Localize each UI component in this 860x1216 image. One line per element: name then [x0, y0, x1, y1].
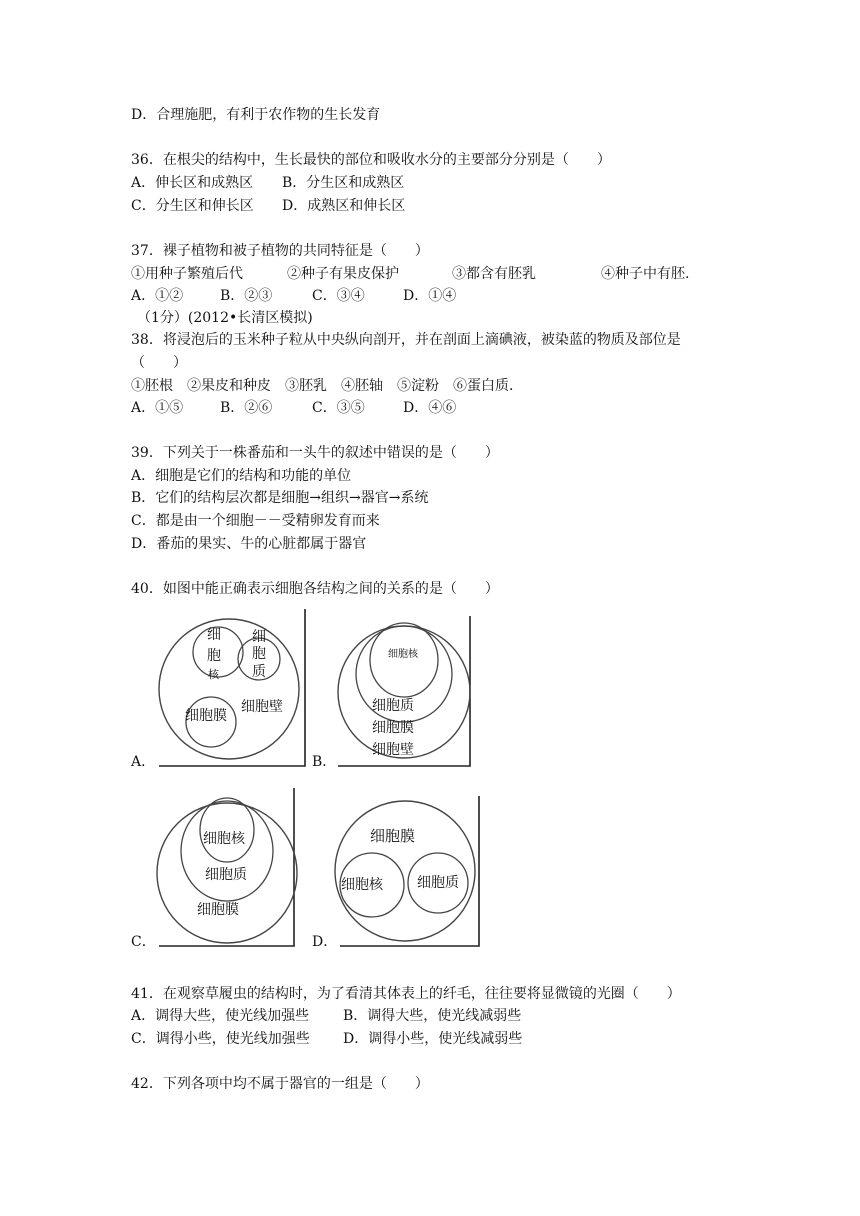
q39-stem: 39．下列关于一株番茄和一头牛的叙述中错误的是（ ）	[131, 445, 499, 461]
fig-b-cyto-label: 细胞质	[372, 698, 414, 714]
fig-a-cyto-char-3: 质	[252, 664, 266, 680]
q37-option-d: D．①④	[403, 288, 457, 304]
q40-figure-c	[155, 786, 300, 948]
q40-figure-a	[155, 607, 310, 769]
q41-option-c: C．调得小些，使光线加强些	[131, 1031, 310, 1047]
q37-option-c: C．③④	[312, 288, 365, 304]
fig-b-membrane-label: 细胞膜	[372, 720, 414, 736]
q41-option-d: D．调得小些，使光线减弱些	[343, 1031, 523, 1047]
fig-a-cyto-char-2: 胞	[252, 646, 266, 662]
q39-option-d: D．番茄的果实、牛的心脏都属于器官	[131, 536, 367, 552]
q40-label-c: C．	[131, 934, 156, 950]
q42-stem: 42．下列各项中均不属于器官的一组是（ ）	[131, 1076, 429, 1092]
q37-item-3: ③都含有胚乳	[452, 266, 536, 282]
fig-d-nucleus-label: 细胞核	[341, 877, 383, 893]
q36-option-b: B．分生区和成熟区	[282, 175, 405, 191]
q36-option-d: D．成熟区和伸长区	[282, 198, 406, 214]
q35-option-d: D．合理施肥，有利于农作物的生长发育	[131, 107, 381, 123]
q39-option-a: A．细胞是它们的结构和功能的单位	[131, 468, 352, 484]
q37-option-a: A．①②	[131, 288, 184, 304]
q39-option-c: C．都是由一个细胞－－受精卵发育而来	[131, 513, 380, 529]
fig-a-nucleus-char-1: 细	[207, 627, 221, 643]
q38-items: ①胚根 ②果皮和种皮 ③胚乳 ④胚轴 ⑤淀粉 ⑥蛋白质.	[131, 378, 514, 394]
q41-option-b: B．调得大些，使光线减弱些	[343, 1008, 522, 1024]
fig-b-wall-label: 细胞壁	[372, 742, 414, 758]
fig-a-wall-label: 细胞壁	[241, 699, 283, 715]
q40-figure-b	[334, 614, 474, 769]
fig-b-nucleus-label: 细胞核	[388, 649, 418, 660]
q38-option-a: A．①⑤	[131, 400, 184, 416]
q38-option-d: D．④⑥	[403, 400, 457, 416]
fig-c-cyto-label: 细胞质	[205, 867, 247, 883]
q36-option-a: A．伸长区和成熟区	[131, 175, 254, 191]
q37-stem: 37．裸子植物和被子植物的共同特征是（ ）	[131, 243, 429, 259]
q41-option-a: A．调得大些，使光线加强些	[131, 1008, 310, 1024]
q40-label-d: D．	[312, 934, 338, 950]
fig-d-cyto-label: 细胞质	[417, 875, 459, 891]
q37-item-2: ②种子有果皮保护	[287, 266, 399, 282]
q37-option-b: B．②③	[220, 288, 273, 304]
q37-item-4: ④种子中有胚.	[601, 266, 690, 282]
fig-c-nucleus-label: 细胞核	[203, 831, 245, 847]
fig-c-membrane-label: 细胞膜	[197, 902, 239, 918]
q38-source: （1分）(2012•长清区模拟)	[137, 310, 313, 326]
q39-option-b: B．它们的结构层次都是细胞→组织→器官→系统	[131, 490, 429, 506]
fig-a-cyto-char-1: 细	[252, 629, 266, 645]
q40-label-a: A．	[131, 754, 156, 770]
q40-stem: 40．如图中能正确表示细胞各结构之间的关系的是（ ）	[131, 581, 499, 597]
q37-item-1: ①用种子繁殖后代	[131, 266, 243, 282]
q38-option-c: C．③⑤	[312, 400, 365, 416]
fig-a-nucleus-char-3: 核	[208, 668, 219, 681]
fig-a-nucleus-char-2: 胞	[207, 648, 221, 664]
q40-label-b: B．	[312, 754, 337, 770]
q36-stem: 36．在根尖的结构中，生长最快的部位和吸收水分的主要部分分别是（ ）	[131, 152, 611, 168]
q38-paren: （ ）	[131, 355, 187, 371]
q40-figure-d	[334, 794, 484, 949]
fig-a-membrane-label: 细胞膜	[185, 708, 227, 724]
q38-stem: 38．将浸泡后的玉米种子粒从中央纵向剖开，并在剖面上滴碘液，被染蓝的物质及部位是	[131, 332, 681, 348]
q38-option-b: B．②⑥	[220, 400, 273, 416]
q36-option-c: C．分生区和伸长区	[131, 198, 254, 214]
fig-d-membrane-label: 细胞膜	[370, 827, 416, 845]
q41-stem: 41．在观察草履虫的结构时，为了看清其体表上的纤毛，往往要将显微镜的光圈（ ）	[131, 986, 681, 1002]
